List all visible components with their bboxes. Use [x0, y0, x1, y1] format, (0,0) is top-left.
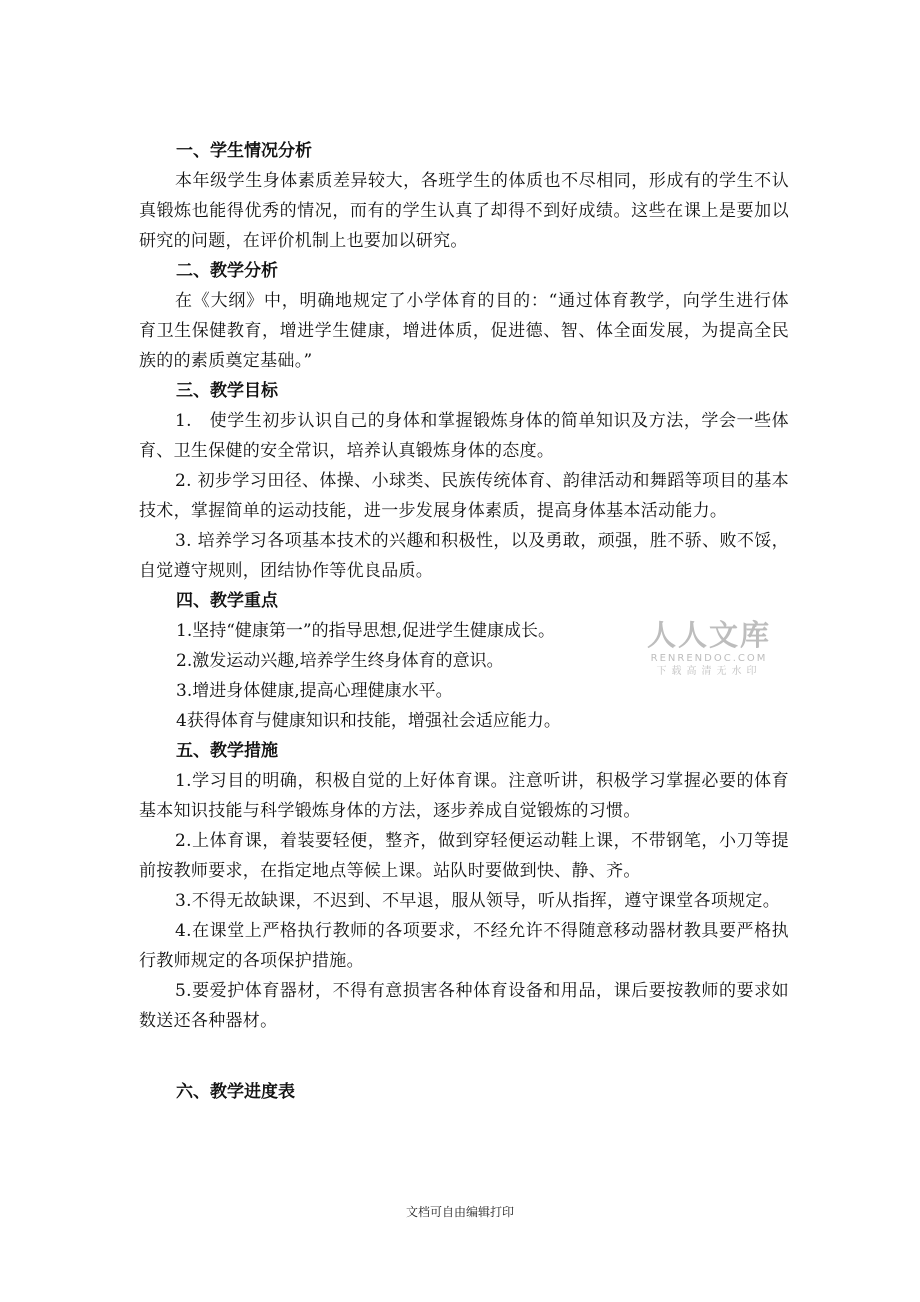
paragraph: 本年级学生身体素质差异较大，各班学生的体质也不尽相同，形成有的学生不认真锻炼也能得优秀的情况，而有的学生认真了却得不到好成绩。这些在课上是要加以研究的问题，在评价机制上也要加以研究。	[139, 171, 789, 251]
list-item: 4获得体育与健康知识和技能，增强社会适应能力。	[176, 711, 561, 731]
section-heading: 二、教学分析	[176, 261, 278, 281]
paragraph: 2. 初步学习田径、体操、小球类、民族传统体育、韵律活动和舞蹈等项目的基本技术，掌握简单的运动技能，进一步发展身体素质，提高身体基本活动能力。	[139, 471, 789, 521]
spacer	[139, 1036, 789, 1077]
watermark-logo	[646, 618, 772, 679]
section-heading: 六、教学进度表	[176, 1082, 295, 1102]
paragraph: 3. 培养学习各项基本技术的兴趣和积极性，以及勇敢，顽强，胜不骄、败不馁，自觉遵守规则，团结协作等优良品质。	[139, 531, 789, 581]
paragraph: 3.不得无故缺课，不迟到、不早退，服从领导，听从指挥，遵守课堂各项规定。	[175, 891, 781, 911]
watermark-title: 人人文库	[646, 618, 771, 652]
paragraph: 5.要爱护体育器材，不得有意损害各种体育设备和用品，课后要按教师的要求如数送还各种器材。	[139, 981, 789, 1031]
paragraph: 2.上体育课，着装要轻便，整齐，做到穿轻便运动鞋上课，不带钢笔，小刀等提前按教师要求，在指定地点等候上课。站队时要做到快、静、齐。	[139, 831, 789, 881]
paragraph: 在《大纲》中，明确地规定了小学体育的目的：“通过体育教学，向学生进行体育卫生保健教育，增进学生健康，增进体质，促进德、智、体全面发展，为提高全民族的的素质奠定基础。”	[139, 291, 789, 371]
watermark-domain: RENRENDOC.COM	[650, 653, 768, 664]
paragraph: 4.在课堂上严格执行教师的各项要求，不经允许不得随意移动器材教具要严格执行教师规定的各项保护措施。	[139, 921, 789, 971]
section-heading: 三、教学目标	[176, 381, 278, 401]
page-footer: 文档可自由编辑打印	[405, 1205, 514, 1219]
list-item: 3.增进身体健康,提高心理健康水平。	[176, 681, 453, 701]
paragraph: 1.学习目的明确，积极自觉的上好体育课。注意听讲，积极学习掌握必要的体育基本知识技能与科学锻炼身体的方法，逐步养成自觉锻炼的习惯。	[139, 771, 789, 821]
paragraph: 1. 使学生初步认识自己的身体和掌握锻炼身体的简单知识及方法，学会一些体育、卫生保健的安全常识，培养认真锻炼身体的态度。	[139, 411, 789, 461]
section-heading: 五、教学措施	[176, 741, 278, 761]
section-heading: 一、学生情况分析	[176, 141, 312, 161]
watermark-subtitle: 下载高清无水印	[656, 666, 762, 677]
list-item: 2.激发运动兴趣,培养学生终身体育的意识。	[176, 651, 504, 671]
section-heading: 四、教学重点	[176, 591, 278, 611]
list-item: 1.坚持“健康第一”的指导思想,促进学生健康成长。	[176, 621, 556, 641]
